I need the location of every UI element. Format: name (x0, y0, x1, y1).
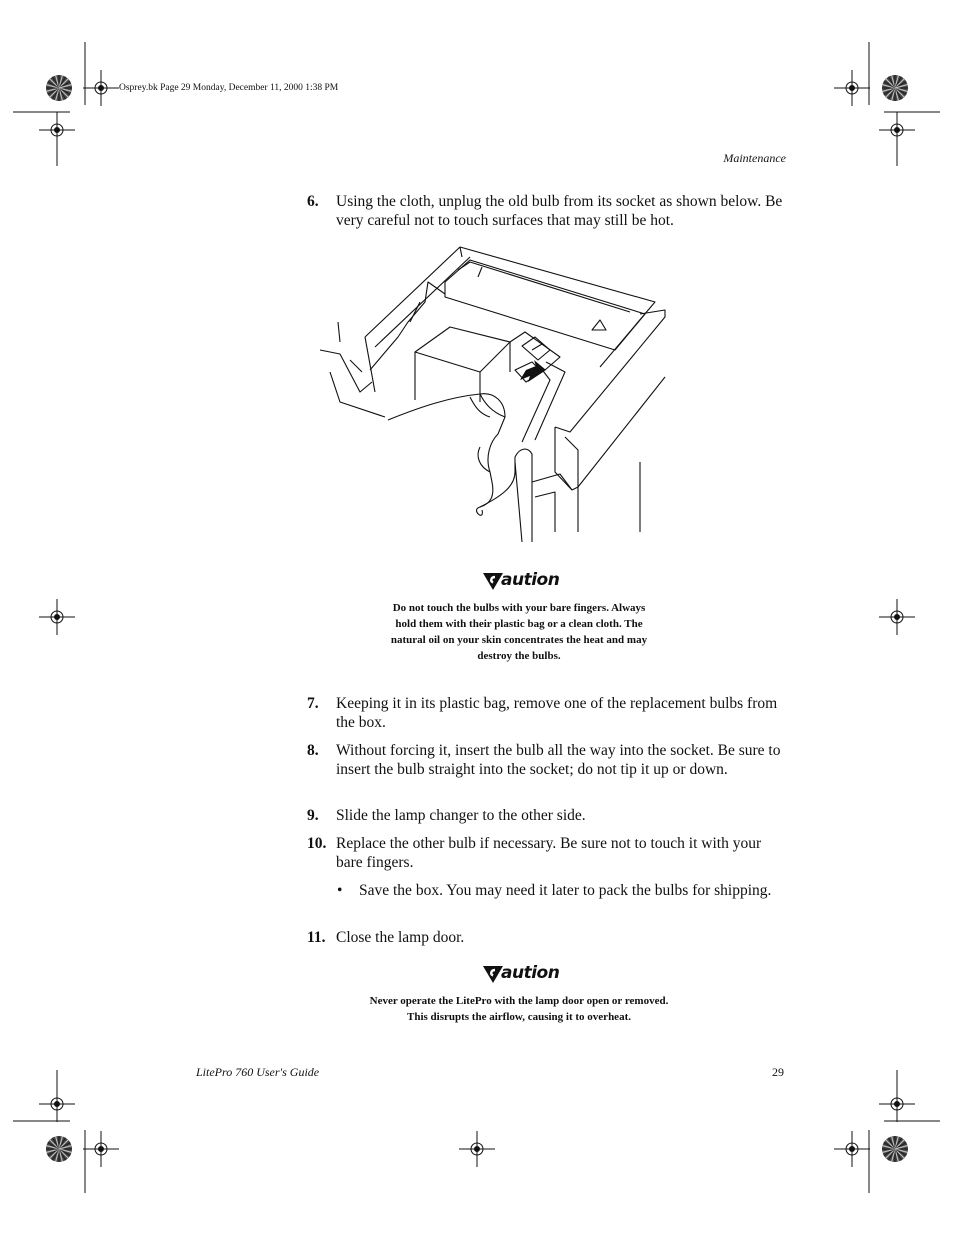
step-text: Without forcing it, insert the bulb all the way into the socket. Be sure to insert the bulb straight into the socket; do not tip it up or down. (336, 742, 781, 778)
step-number: 11. (307, 929, 326, 946)
step-6 (307, 192, 787, 230)
registration-target (834, 1131, 870, 1167)
caution-message (340, 600, 698, 664)
caution-heading (482, 963, 562, 987)
step-text: Using the cloth, unplug the old bulb from its socket as shown below. Be very careful not to touch surfaces that may still be hot. (336, 193, 783, 229)
step-11 (307, 928, 787, 947)
starburst-mark (46, 1136, 72, 1162)
caution-message (318, 993, 720, 1025)
step-text: Close the lamp door. (336, 929, 465, 946)
starburst-mark (882, 1136, 908, 1162)
bullet-dot: • (337, 882, 343, 899)
registration-target (834, 70, 870, 106)
caution-line: natural oil on your skin concentrates the heat and may (390, 634, 648, 646)
step-text: Slide the lamp changer to the other side. (336, 807, 586, 824)
footer-title: LitePro 760 User's Guide (196, 1065, 320, 1079)
caution-line: Do not touch the bulbs with your bare fingers. Always (392, 602, 646, 614)
registration-target (459, 1131, 495, 1167)
step-text: Replace the other bulb if necessary. Be sure not to touch it with your bare fingers. (336, 835, 762, 871)
registration-target (39, 599, 75, 635)
caution-line: hold them with their plastic bag or a clean cloth. The (395, 618, 643, 630)
bullet-item (337, 881, 787, 900)
step-number: 10. (307, 835, 327, 852)
print-slug: Osprey.bk Page 29 Monday, December 11, 2000 1:38 PM (119, 83, 339, 93)
bullet-text: Save the box. You may need it later to pack the bulbs for shipping. (359, 882, 772, 899)
running-head: Maintenance (723, 151, 786, 165)
step-number: 7. (307, 695, 319, 712)
caution-line: This disrupts the airflow, causing it to overheat. (407, 1011, 631, 1023)
registration-target (879, 599, 915, 635)
caution-word: aution (501, 570, 560, 590)
page-number: 29 (772, 1065, 784, 1079)
step-number: 6. (307, 193, 319, 210)
bulb-removal-illustration (310, 242, 670, 542)
starburst-mark (46, 75, 72, 101)
caution-line: Never operate the LitePro with the lamp door open or removed. (369, 995, 669, 1007)
registration-target (83, 1131, 119, 1167)
step-7 (307, 694, 787, 732)
step-9 (307, 806, 787, 825)
starburst-mark (882, 75, 908, 101)
step-number: 9. (307, 807, 319, 824)
caution-word: aution (501, 963, 560, 983)
caution-heading (482, 570, 562, 594)
registration-target (39, 112, 75, 148)
step-10 (307, 834, 787, 872)
caution-line: destroy the bulbs. (477, 650, 561, 662)
step-8 (307, 741, 787, 779)
registration-target (83, 70, 119, 106)
registration-target (879, 1086, 915, 1122)
step-number: 8. (307, 742, 319, 759)
registration-target (879, 112, 915, 148)
step-text: Keeping it in its plastic bag, remove one of the replacement bulbs from the box. (336, 695, 778, 731)
registration-target (39, 1086, 75, 1122)
